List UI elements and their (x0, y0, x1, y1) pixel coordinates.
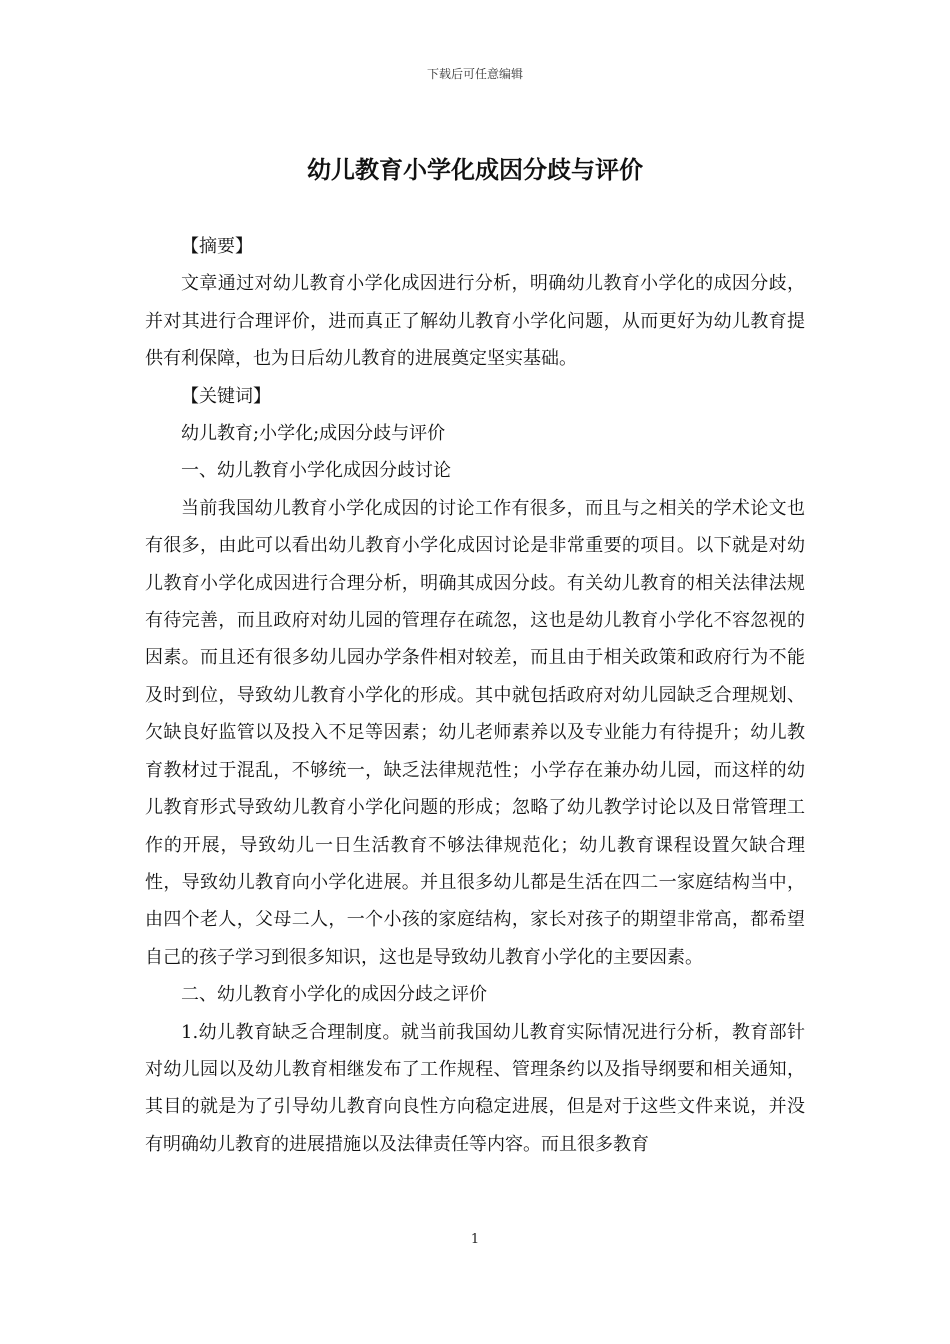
keywords-paragraph: 幼儿教育;小学化;成因分歧与评价 (181, 423, 446, 445)
page-number: 1 (470, 1232, 480, 1247)
document-title: 幼儿教育小学化成因分歧与评价 (307, 155, 643, 184)
abstract-heading: 【摘要】 (181, 236, 253, 257)
section-1-heading: 一、幼儿教育小学化成因分歧讨论 (181, 460, 451, 482)
page-header: 下载后可任意编辑 (426, 67, 523, 81)
document-body (145, 228, 805, 1163)
abstract-paragraph: 文章通过对幼儿教育小学化成因进行分析，明确幼儿教育小学化的成因分歧，并对其进行合理评价，进而真正了解幼儿教育小学化问题，从而更好为幼儿教育提供有利保障，也为日后幼儿教育的进展奠定坚实基础。 (145, 273, 805, 370)
section-2-heading: 二、幼儿教育小学化的成因分歧之评价 (181, 984, 487, 1006)
section-2-paragraph: 1.幼儿教育缺乏合理制度。就当前我国幼儿教育实际情况进行分析，教育部针对幼儿园以及幼儿教育相继发布了工作规程、管理条约以及指导纲要和相关通知，其目的就是为了引导幼儿教育向良性方向稳定进展，但是对于这些文件来说，并没有明确幼儿教育的进展措施以及法律责任等内容。而且很多教育 (145, 1021, 805, 1155)
keywords-heading: 【关键词】 (181, 385, 271, 407)
section-1-paragraph: 当前我国幼儿教育小学化成因的讨论工作有很多，而且与之相关的学术论文也有很多，由此可以看出幼儿教育小学化成因讨论是非常重要的项目。以下就是对幼儿教育小学化成因进行合理分析，明确其成因分歧。有关幼儿教育的相关法律法规有待完善，而且政府对幼儿园的管理存在疏忽，这也是幼儿教育小学化不容忽视的因素。而且还有很多幼儿园办学条件相对较差，而且由于相关政策和政府行为不能及时到位，导致幼儿教育小学化的形成。其中就包括政府对幼儿园缺乏合理规划、欠缺良好监管以及投入不足等因素；幼儿老师素养以及专业能力有待提升；幼儿教育教材过于混乱，不够统一，缺乏法律规范性；小学存在兼办幼儿园，而这样的幼儿教育形式导致幼儿教育小学化问题的形成；忽略了幼儿教学讨论以及日常管理工作的开展，导致幼儿一日生活教育不够法律规范化；幼儿教育课程设置欠缺合理性，导致幼儿教育向小学化进展。并且很多幼儿都是生活在四二一家庭结构当中，由四个老人，父母二人，一个小孩的家庭结构，家长对孩子的期望非常高，都希望自己的孩子学习到很多知识，这也是导致幼儿教育小学化的主要因素。 (145, 497, 805, 968)
